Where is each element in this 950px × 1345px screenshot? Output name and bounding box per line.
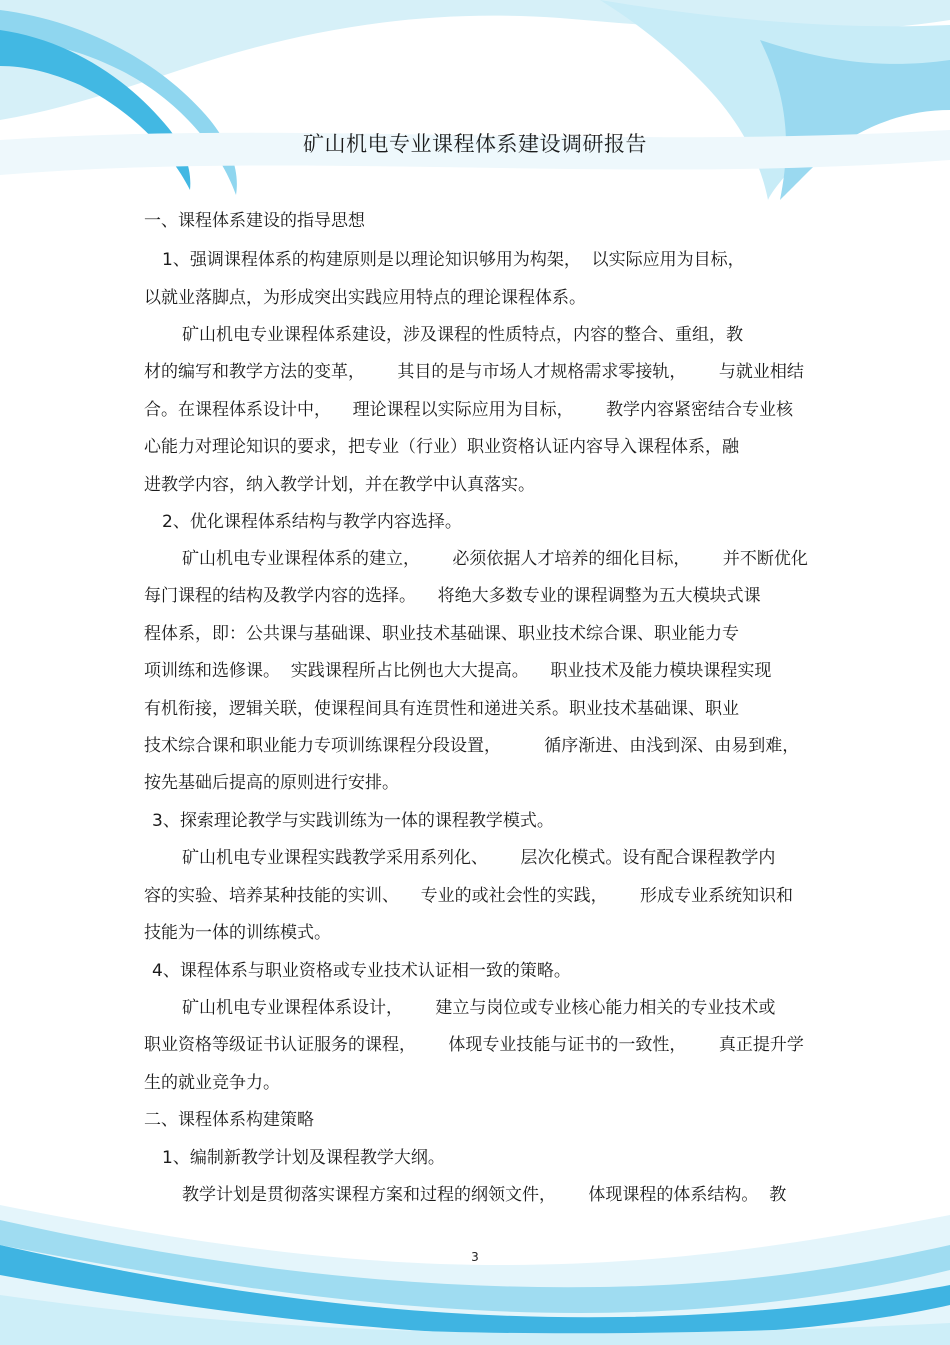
item-heading-2: 2、优化课程体系结构与教学内容选择。 <box>162 512 462 532</box>
paragraph-line: 矿山机电专业课程体系的建立， 必须依据人才培养的细化目标， 并不断优化 <box>182 549 808 569</box>
item-heading-4: 4、课程体系与职业资格或专业技术认证相一致的策略。 <box>152 961 571 981</box>
paragraph-line: 按先基础后提高的原则进行安排。 <box>144 773 399 793</box>
top-wave-decoration <box>0 0 950 200</box>
paragraph-line: 程体系，即：公共课与基础课、职业技术基础课、职业技术综合课、职业能力专 <box>144 624 739 644</box>
item-heading-5: 1、编制新教学计划及课程教学大纲。 <box>162 1148 445 1168</box>
paragraph-line: 矿山机电专业课程体系设计， 建立与岗位或专业核心能力相关的专业技术或 <box>182 998 776 1018</box>
paragraph-line: 心能力对理论知识的要求，把专业（行业）职业资格认证内容导入课程体系，融 <box>144 437 739 457</box>
document-title: 矿山机电专业课程体系建设调研报告 <box>303 132 647 156</box>
paragraph-line: 教学计划是贯彻落实课程方案和过程的纲领文件， 体现课程的体系结构。 教 <box>182 1185 787 1205</box>
item-heading-1: 1、强调课程体系的构建原则是以理论知识够用为构架， 以实际应用为目标， <box>162 250 745 270</box>
paragraph-line: 技术综合课和职业能力专项训练课程分段设置， 循序渐进、由浅到深、由易到难， <box>144 736 800 756</box>
paragraph-line: 材的编写和教学方法的变革， 其目的是与市场人才规格需求零接轨， 与就业相结 <box>144 362 804 382</box>
paragraph-line: 矿山机电专业课程体系建设，涉及课程的性质特点，内容的整合、重组，教 <box>182 325 743 345</box>
paragraph-line: 项训练和选修课。 实践课程所占比例也大大提高。 职业技术及能力模块课程实现 <box>144 661 772 681</box>
paragraph-line: 容的实验、培养某种技能的实训、 专业的或社会性的实践， 形成专业系统知识和 <box>144 886 794 906</box>
paragraph-line: 职业资格等级证书认证服务的课程， 体现专业技能与证书的一致性， 真正提升学 <box>144 1035 804 1055</box>
paragraph-line: 以就业落脚点，为形成突出实践应用特点的理论课程体系。 <box>144 288 586 308</box>
paragraph-line: 技能为一体的训练模式。 <box>144 923 331 943</box>
paragraph-line: 有机衔接，逻辑关联，使课程间具有连贯性和递进关系。职业技术基础课、职业 <box>144 699 739 719</box>
item-heading-3: 3、探索理论教学与实践训练为一体的课程教学模式。 <box>152 811 554 831</box>
paragraph-line: 合。在课程体系设计中， 理论课程以实际应用为目标， 教学内容紧密结合专业核 <box>144 400 794 420</box>
paragraph-line: 矿山机电专业课程实践教学采用系列化、 层次化模式。设有配合课程教学内 <box>182 848 776 868</box>
paragraph-line: 进教学内容，纳入教学计划，并在教学中认真落实。 <box>144 475 535 495</box>
section-heading-2: 二、课程体系构建策略 <box>144 1110 314 1130</box>
section-heading-1: 一、课程体系建设的指导思想 <box>144 211 365 231</box>
bottom-wave-decoration <box>0 1195 950 1345</box>
page-number: 3 <box>471 1250 479 1264</box>
paragraph-line: 每门课程的结构及教学内容的选择。 将绝大多数专业的课程调整为五大模块式课 <box>144 586 761 606</box>
paragraph-line: 生的就业竞争力。 <box>144 1073 280 1093</box>
